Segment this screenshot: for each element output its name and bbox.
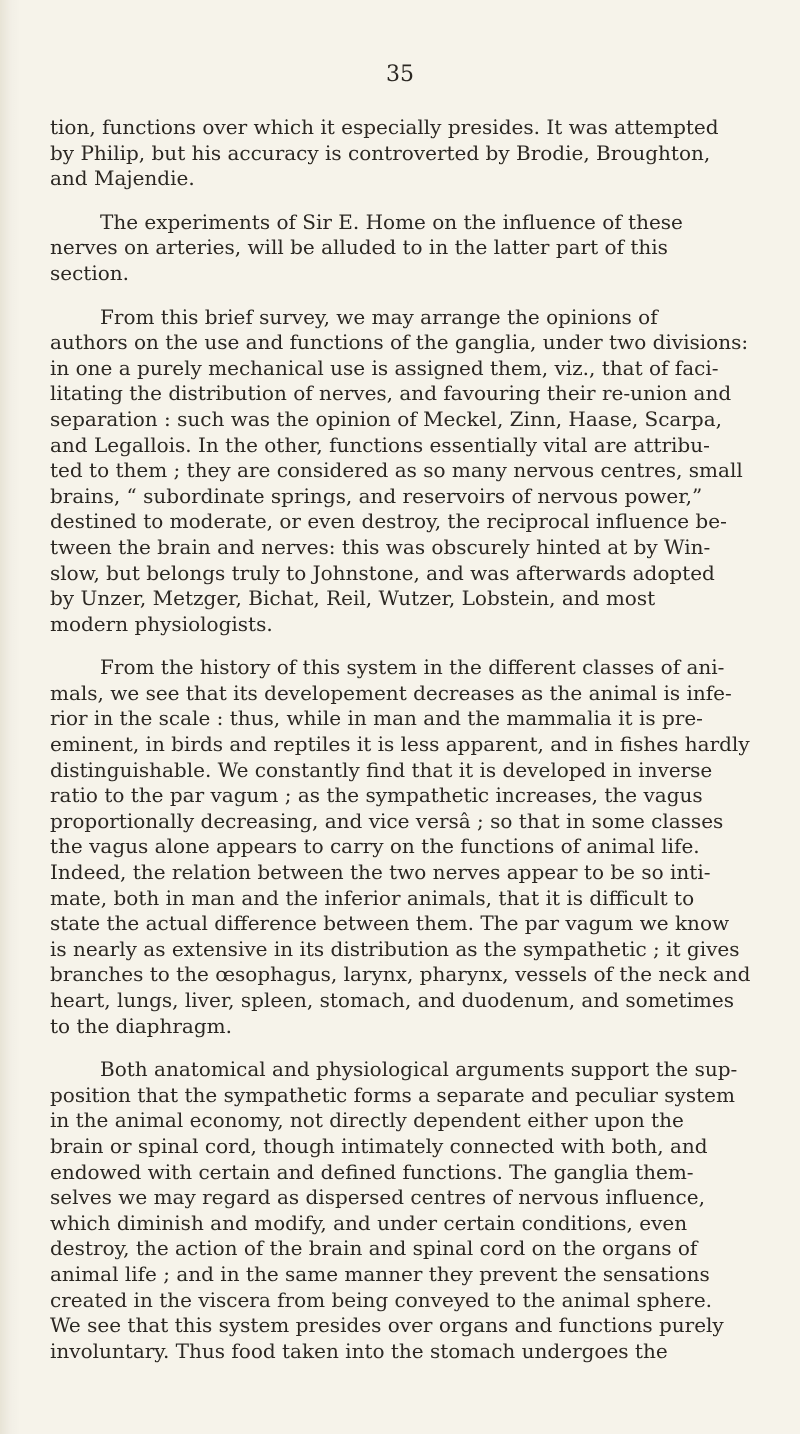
paragraph: [50, 210, 770, 287]
text-line: is nearly as extensive in its distribution as the sympathetic ; it gives: [50, 936, 740, 961]
text-line: separation : such was the opinion of Meckel, Zinn, Haase, Scarpa,: [50, 406, 723, 431]
text-line: position that the sympathetic forms a separate and peculiar system: [50, 1082, 735, 1107]
text-line: proportionally decreasing, and vice versâ ; so that in some classes: [50, 808, 724, 833]
page-body: [50, 115, 770, 1382]
text-line: brain or spinal cord, though intimately connected with both, and: [50, 1133, 708, 1158]
text-line: by Unzer, Metzger, Bichat, Reil, Wutzer, Lobstein, and most: [50, 586, 656, 611]
text-line: eminent, in birds and reptiles it is less apparent, and in fishes hardly: [50, 732, 750, 757]
text-line: authors on the use and functions of the ganglia, under two divisions:: [50, 330, 749, 355]
text-line: mals, we see that its developement decreases as the animal is infe-: [50, 680, 732, 705]
text-line: the vagus alone appears to carry on the functions of animal life.: [50, 834, 700, 859]
text-line: heart, lungs, liver, spleen, stomach, and duodenum, and sometimes: [50, 988, 734, 1012]
text-line: and Legallois. In the other, functions essentially vital are attribu-: [50, 432, 710, 457]
text-line: which diminish and modify, and under certain conditions, even: [50, 1210, 688, 1235]
text-line: We see that this system presides over organs and functions purely: [50, 1313, 724, 1338]
text-line: slow, but belongs truly to Johnstone, and was afterwards adopted: [50, 560, 715, 585]
text-line: ratio to the par vagum ; as the sympathetic increases, the vagus: [50, 783, 703, 808]
text-line: tion, functions over which it especially presides. It was attempted: [50, 115, 719, 139]
text-line: From this brief survey, we may arrange the opinions of: [100, 304, 658, 329]
text-line: mate, both in man and the inferior animals, that it is difficult to: [50, 885, 695, 910]
text-line: rior in the scale : thus, while in man and the mammalia it is pre-: [50, 706, 703, 731]
text-line: animal life ; and in the same manner they prevent the sensations: [50, 1261, 710, 1286]
text-line: and Majendie.: [50, 166, 195, 191]
text-line: ted to them ; they are considered as so many nervous centres, small: [50, 458, 743, 483]
text-line: endowed with certain and defined functions. The ganglia them-: [50, 1159, 694, 1184]
text-line: to the diaphragm.: [50, 1013, 232, 1038]
text-line: Both anatomical and physiological arguments support the sup-: [100, 1057, 738, 1082]
text-line: litating the distribution of nerves, and favouring their re-union and: [50, 381, 732, 406]
text-line: nerves on arteries, will be alluded to in the latter part of this: [50, 235, 668, 260]
text-line: section.: [50, 260, 130, 285]
text-line: modern physiologists.: [50, 611, 273, 636]
text-line: destined to moderate, or even destroy, the reciprocal influence be-: [50, 509, 727, 534]
text-line: From the history of this system in the different classes of ani-: [100, 655, 725, 680]
paragraph: [50, 305, 770, 638]
text-line: selves we may regard as dispersed centres of nervous influence,: [50, 1185, 705, 1210]
text-line: by Philip, but his accuracy is controverted by Brodie, Broughton,: [50, 140, 711, 165]
text-line: Indeed, the relation between the two nerves appear to be so inti-: [50, 860, 711, 885]
text-line: in one a purely mechanical use is assigned them, viz., that of faci-: [50, 355, 719, 380]
paragraph: [50, 115, 770, 192]
paragraph: [50, 655, 770, 1039]
text-line: created in the viscera from being conveyed to the animal sphere.: [50, 1287, 713, 1312]
text-line: state the actual difference between them. The par vagum we know: [50, 911, 730, 936]
paragraph: [50, 1057, 770, 1364]
text-line: destroy, the action of the brain and spinal cord on the organs of: [50, 1236, 698, 1261]
text-line: The experiments of Sir E. Home on the influence of these: [100, 209, 683, 234]
text-line: in the animal economy, not directly dependent either upon the: [50, 1108, 684, 1133]
text-line: distinguishable. We constantly find that it is developed in inverse: [50, 757, 713, 782]
page-number: 35: [386, 62, 414, 87]
text-line: involuntary. Thus food taken into the stomach undergoes the: [50, 1338, 668, 1363]
text-line: tween the brain and nerves: this was obscurely hinted at by Win-: [50, 534, 711, 559]
text-line: brains, “ subordinate springs, and reservoirs of nervous power,”: [50, 483, 703, 508]
text-line: branches to the œsophagus, larynx, pharynx, vessels of the neck and: [50, 962, 751, 987]
